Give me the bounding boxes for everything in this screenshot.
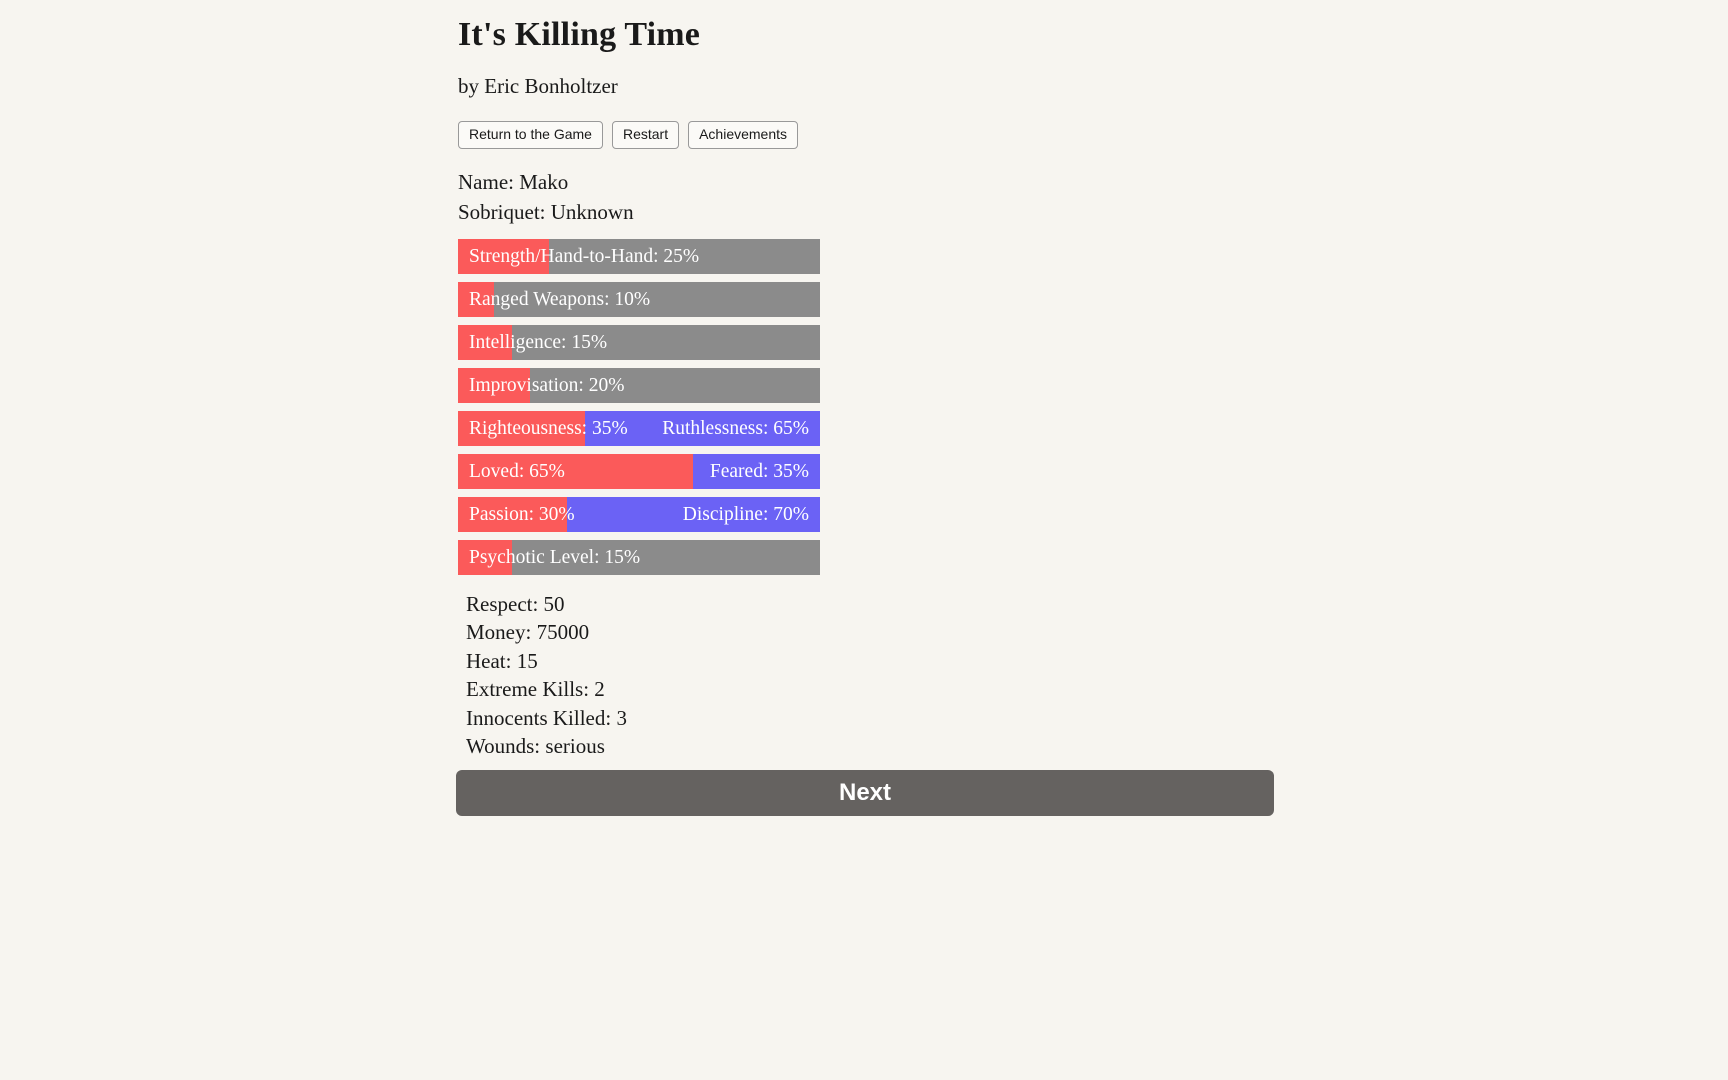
next-button[interactable]: Next bbox=[456, 770, 1274, 816]
stat-bar bbox=[458, 540, 820, 575]
resource-list bbox=[466, 591, 1288, 760]
stat-bar-label-left: Ranged Weapons: 10% bbox=[469, 288, 651, 310]
restart-button[interactable]: Restart bbox=[612, 121, 679, 149]
resource-line: Extreme Kills: 2 bbox=[466, 677, 605, 702]
stat-bar bbox=[458, 368, 820, 403]
author-byline: by Eric Bonholtzer bbox=[458, 74, 618, 98]
resource-line: Wounds: serious bbox=[466, 734, 605, 759]
resource-line: Heat: 15 bbox=[466, 648, 538, 673]
stats-panel bbox=[458, 0, 1288, 762]
stat-bar-label-left: Intelligence: 15% bbox=[469, 331, 608, 353]
stat-bar bbox=[458, 325, 820, 360]
stat-bar-label-left: Strength/Hand-to-Hand: 25% bbox=[469, 245, 700, 267]
stat-bar-label-left: Righteousness: 35% bbox=[469, 417, 628, 439]
stat-bar-label-left: Psychotic Level: 15% bbox=[469, 546, 641, 568]
stat-bar-label-right: Feared: 35% bbox=[709, 460, 809, 482]
stat-bar-label-left: Improvisation: 20% bbox=[469, 374, 625, 396]
stat-bar bbox=[458, 239, 820, 274]
resource-line: Innocents Killed: 3 bbox=[466, 705, 627, 730]
stat-bar-label-left: Passion: 30% bbox=[469, 503, 575, 525]
stat-bar-list bbox=[458, 239, 820, 575]
stat-bar-label-right: Ruthlessness: 65% bbox=[662, 417, 809, 439]
stat-bar-label-right: Discipline: 70% bbox=[682, 503, 809, 525]
stat-bar bbox=[458, 454, 820, 489]
resource-line: Money: 75000 bbox=[466, 620, 590, 645]
stat-bar bbox=[458, 282, 820, 317]
stat-bar-label-left: Loved: 65% bbox=[469, 460, 565, 482]
identity-lines bbox=[458, 169, 1288, 225]
stat-bar bbox=[458, 411, 820, 446]
achievements-button[interactable]: Achievements bbox=[688, 121, 798, 149]
stat-bar bbox=[458, 497, 820, 532]
return-to-game-button[interactable]: Return to the Game bbox=[458, 121, 603, 149]
resource-line: Respect: 50 bbox=[466, 591, 565, 616]
toolbar bbox=[458, 121, 1288, 149]
page-title: It's Killing Time bbox=[458, 16, 701, 53]
character-name: Name: Mako bbox=[458, 170, 569, 195]
character-sobriquet: Sobriquet: Unknown bbox=[458, 199, 634, 224]
